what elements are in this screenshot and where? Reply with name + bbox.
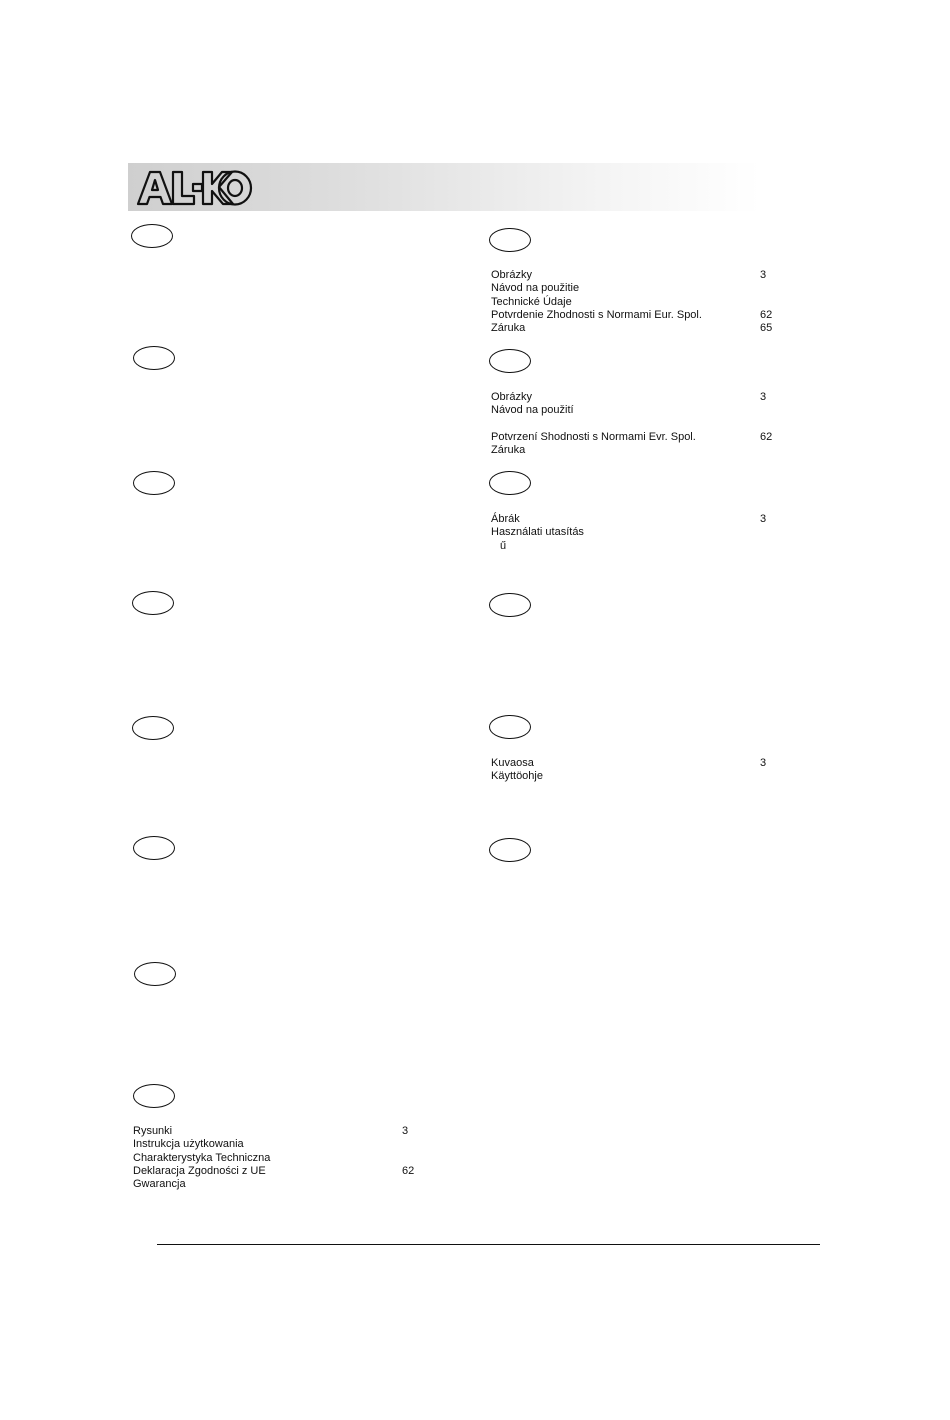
- toc-page: 3: [760, 757, 767, 769]
- al-ko-logo: [136, 166, 254, 208]
- toc-row: [491, 770, 781, 783]
- header-band: [128, 163, 760, 211]
- toc-label: Návod na použití: [491, 404, 574, 417]
- toc-label: Kuvaosa: [491, 757, 534, 769]
- toc-row: [133, 1178, 423, 1191]
- toc-row: [491, 540, 781, 553]
- language-oval: [133, 836, 175, 860]
- toc-pl: [133, 1125, 423, 1191]
- toc-label: Návod na použitie: [491, 282, 580, 295]
- toc-page: 3: [760, 513, 767, 525]
- toc-hu: [491, 513, 781, 553]
- language-oval: [133, 471, 175, 495]
- toc-label: Záruka: [491, 322, 526, 335]
- toc-row: [491, 391, 781, 404]
- language-oval-fi: [489, 715, 531, 739]
- toc-row: [491, 526, 781, 539]
- toc-page: 65: [760, 322, 773, 335]
- toc-row: [491, 309, 781, 322]
- toc-row: [491, 418, 781, 431]
- language-oval-sk: [489, 228, 531, 252]
- language-oval: [132, 716, 174, 740]
- toc-label: Obrázky: [491, 269, 532, 281]
- toc-label: Potvrzení Shodnosti s Normami Evr. Spol.: [491, 430, 696, 443]
- toc-row: [491, 431, 781, 444]
- toc-cz: [491, 391, 781, 457]
- toc-label: Deklaracja Zgodności z UE: [133, 1164, 266, 1177]
- toc-label: Használati utasítás: [491, 526, 584, 539]
- toc-fi: [491, 757, 781, 784]
- toc-row: [491, 282, 781, 295]
- language-oval: [489, 593, 531, 617]
- language-oval: [134, 962, 176, 986]
- toc-row: [491, 269, 781, 282]
- toc-label: Käyttöohje: [491, 770, 543, 783]
- toc-row: [491, 296, 781, 309]
- language-oval: [132, 591, 174, 615]
- toc-row: [133, 1125, 423, 1138]
- toc-sk: [491, 269, 781, 335]
- toc-page: 62: [760, 430, 773, 443]
- toc-page: 3: [760, 391, 767, 403]
- language-oval-hu: [489, 471, 531, 495]
- language-oval: [133, 346, 175, 370]
- language-oval: [489, 838, 531, 862]
- toc-row: [491, 444, 781, 457]
- toc-label: Potvrdenie Zhodnosti s Normami Eur. Spol.: [491, 308, 702, 321]
- toc-row: [491, 404, 781, 417]
- toc-row: [133, 1165, 423, 1178]
- toc-row: [491, 757, 781, 770]
- language-oval: [131, 224, 173, 248]
- footer-rule: [157, 1244, 820, 1245]
- toc-label: Rysunki: [133, 1125, 173, 1137]
- toc-label: Ábrák: [491, 513, 520, 525]
- toc-label: Gwarancja: [133, 1178, 186, 1191]
- language-oval-cz: [489, 349, 531, 373]
- toc-row: [491, 322, 781, 335]
- toc-row: [133, 1138, 423, 1151]
- toc-label: Záruka: [491, 444, 526, 457]
- toc-label: Charakterystyka Techniczna: [133, 1151, 271, 1164]
- toc-row: [491, 513, 781, 526]
- toc-label: Obrázky: [491, 391, 532, 403]
- toc-page: 62: [402, 1164, 415, 1177]
- toc-label: Instrukcja użytkowania: [133, 1138, 244, 1151]
- toc-page: 3: [760, 269, 767, 281]
- toc-row: [133, 1152, 423, 1165]
- toc-label: ű: [500, 539, 507, 552]
- language-oval-pl: [133, 1084, 175, 1108]
- toc-page: 62: [760, 308, 773, 321]
- toc-label: Technické Údaje: [491, 295, 572, 308]
- toc-page: 3: [402, 1125, 409, 1137]
